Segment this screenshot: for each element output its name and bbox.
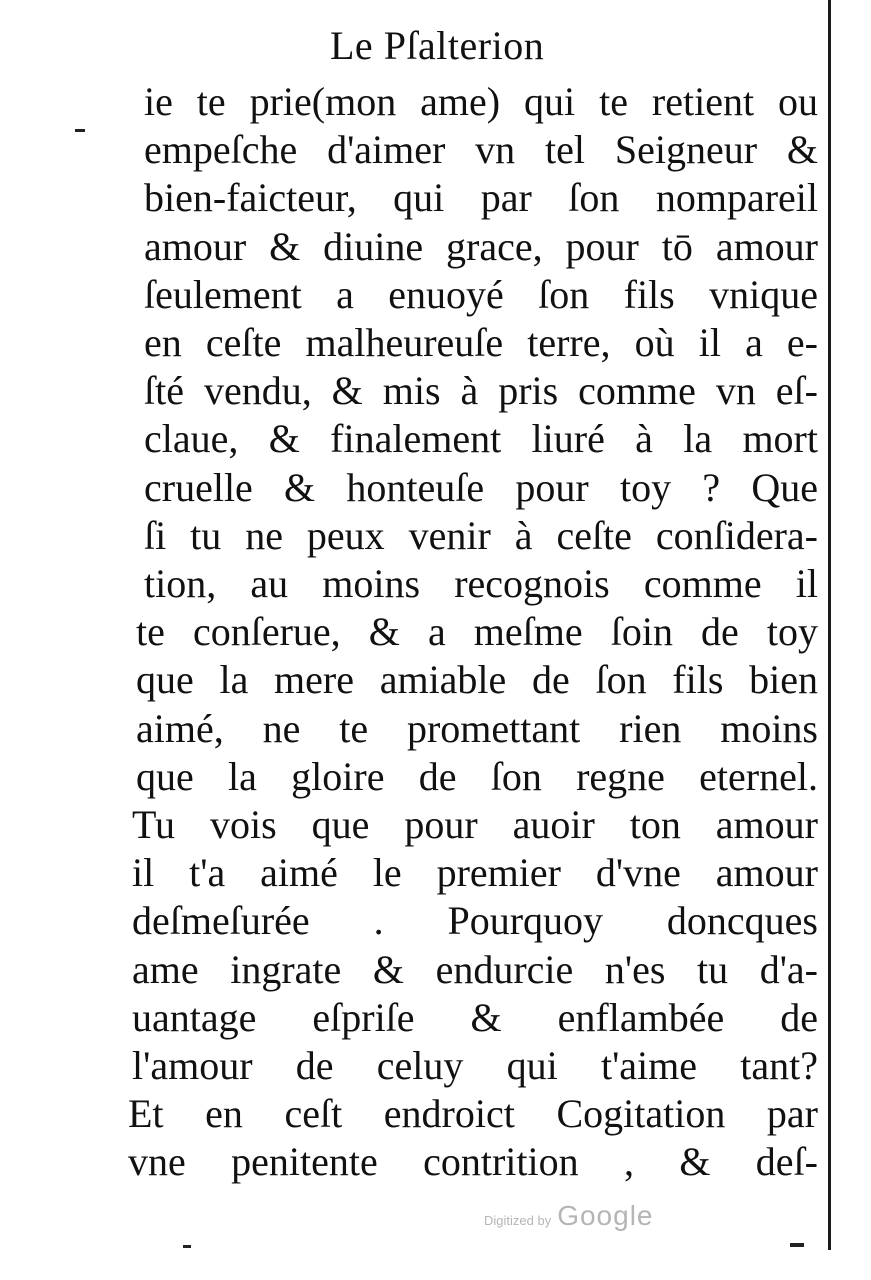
watermark-prefix: Digitized by: [484, 1213, 552, 1228]
text-line: aimé, ne te promettant rien moins: [136, 705, 818, 751]
text-line: Et en ceſt endroict Cogitation par: [128, 1091, 818, 1137]
text-line: uantage eſpriſe & enflambée de: [132, 994, 818, 1040]
text-line: ſi tu ne peux venir à ceſte conſidera-: [144, 512, 818, 558]
page-edge-rule: [828, 0, 831, 1250]
body-text: [128, 78, 818, 1187]
text-line: que la mere amiable de ſon fils bien: [136, 657, 818, 703]
margin-mark: [183, 1245, 191, 1248]
text-line: ie te prie(mon ame) qui te retient ou: [144, 79, 818, 124]
text-line: ſeulement a enuoyé ſon fils vnique: [144, 271, 818, 317]
text-line: ſté vendu, & mis à pris comme vn eſ-: [144, 368, 818, 414]
text-line: il t'a aimé le premier d'vne amour: [132, 850, 818, 896]
text-line: Tu vois que pour auoir ton amour: [132, 802, 818, 848]
digitized-watermark: [484, 1200, 654, 1232]
text-line: claue, & finalement liuré à la mort: [144, 416, 818, 462]
text-line: tion, au moins recognois comme il: [144, 561, 818, 607]
text-line: empeſche d'aimer vn tel Seigneur &: [144, 127, 818, 173]
text-line: deſmeſurée . Pourquoy doncques: [132, 898, 818, 944]
text-line: vne penitente contrition , & deſ-: [128, 1139, 818, 1185]
running-header: Le Pſalterion: [330, 23, 545, 68]
text-line: que la gloire de ſon regne eternel.: [136, 753, 818, 799]
text-line: amour & diuine grace, pour tō amour: [144, 223, 818, 269]
margin-mark: [75, 129, 85, 132]
text-line: cruelle & honteuſe pour toy ? Que: [144, 464, 818, 510]
text-line: l'amour de celuy qui t'aime tant?: [132, 1043, 818, 1089]
text-line: te conſerue, & a meſme ſoin de toy: [136, 609, 818, 655]
text-line: bien-faicteur, qui par ſon nompareil: [144, 175, 818, 221]
margin-mark: [790, 1243, 804, 1247]
text-line: en ceſte malheureuſe terre, où il a e-: [144, 320, 818, 366]
text-line: ame ingrate & endurcie n'es tu d'a-: [132, 946, 818, 992]
watermark-brand: Google: [557, 1200, 654, 1231]
